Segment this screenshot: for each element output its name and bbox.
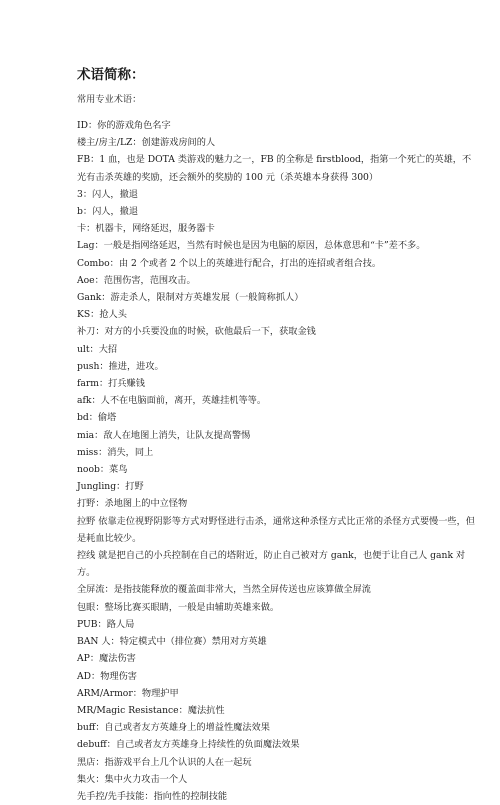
term-entry: 集火：集中火力攻击一个人 [77, 773, 188, 785]
term-entry: Gank：游走杀人，限制对方英雄发展（一般简称抓人） [77, 292, 304, 304]
term-entry: noob：菜鸟 [77, 464, 128, 476]
term-entry: 卡：机器卡，网络延迟，服务器卡 [77, 223, 215, 235]
term-entry: mia：敌人在地图上消失，让队友提高警惕 [77, 429, 251, 441]
term-entry: KS：抢人头 [77, 309, 127, 321]
term-entry: 补刀：对方的小兵要没血的时候，砍他最后一下，获取金钱 [77, 326, 316, 338]
term-entry: FB：1 血，也是 DOTA 类游戏的魅力之一，FB 的全称是 firstblood，指第一个死亡的英雄，不光有击杀英雄的奖励，还会额外的奖励的 100 元（杀英雄本身获得 300） [77, 154, 472, 183]
doc-title: 术语简称： [77, 67, 145, 83]
term-entry: miss：消失，同上 [77, 446, 154, 458]
term-entry: 包眼：整场比赛买眼睛，一般是由辅助英雄来做。 [77, 601, 280, 613]
term-list [77, 117, 477, 805]
term-entry: AD：物理伤害 [77, 670, 137, 682]
term-entry: Combo：由 2 个或者 2 个以上的英雄进行配合，打出的连招或者组合技。 [77, 257, 382, 269]
term-entry: Jungling：打野 [77, 481, 144, 493]
term-entry: farm：打兵赚钱 [77, 378, 145, 390]
term-entry: afk：人不在电脑面前，离开，英雄挂机等等。 [77, 395, 267, 407]
doc-subtitle: 常用专业术语： [77, 94, 142, 105]
term-entry: 楼主/房主/LZ：创建游戏房间的人 [77, 137, 216, 149]
term-entry: push：推进，进攻。 [77, 360, 164, 372]
term-entry: ult：大招 [77, 343, 118, 355]
term-entry: MR/Magic Resistance：魔法抗性 [77, 704, 225, 716]
term-entry: debuff：自己或者友方英雄身上持续性的负面魔法效果 [77, 739, 300, 751]
term-entry: ID：你的游戏角色名字 [77, 120, 171, 131]
term-entry: 先手控/先手技能：指向性的控制技能 [77, 790, 228, 802]
term-entry: buff：自己或者友方英雄身上的增益性魔法效果 [77, 722, 270, 734]
term-entry: bd：偷塔 [77, 412, 117, 424]
term-entry: 全屏流：是指技能释放的覆盖面非常大，当然全屏传送也应该算做全屏流 [77, 584, 371, 596]
term-entry: 黑店：指游戏平台上几个认识的人在一起玩 [77, 756, 252, 768]
term-entry: AP：魔法伤害 [77, 653, 136, 665]
term-entry: 打野：杀地图上的中立怪物 [77, 498, 188, 510]
term-entry: ARM/Armor：物理护甲 [77, 687, 179, 699]
term-entry: b：闪人，撤退 [77, 206, 139, 218]
term-entry: Aoe：范围伤害，范围攻击。 [77, 274, 196, 286]
term-entry: 控线 就是把自己的小兵控制在自己的塔附近，防止自己被对方 gank，也便于让自己人 gank 对方。 [77, 550, 466, 579]
term-entry: PUB：路人局 [77, 618, 135, 630]
term-entry: 拉野 依靠走位视野阴影等方式对野怪进行击杀，通常这种杀怪方式比正常的杀怪方式要慢一些，但是耗血比较少。 [77, 515, 475, 544]
term-entry: 3：闪人，撤退 [77, 188, 138, 200]
term-entry: Lag：一般是指网络延迟，当然有时候也是因为电脑的原因，总体意思和“卡”差不多。 [77, 240, 426, 252]
term-entry: BAN 人：特定模式中（排位赛）禁用对方英雄 [77, 636, 267, 648]
